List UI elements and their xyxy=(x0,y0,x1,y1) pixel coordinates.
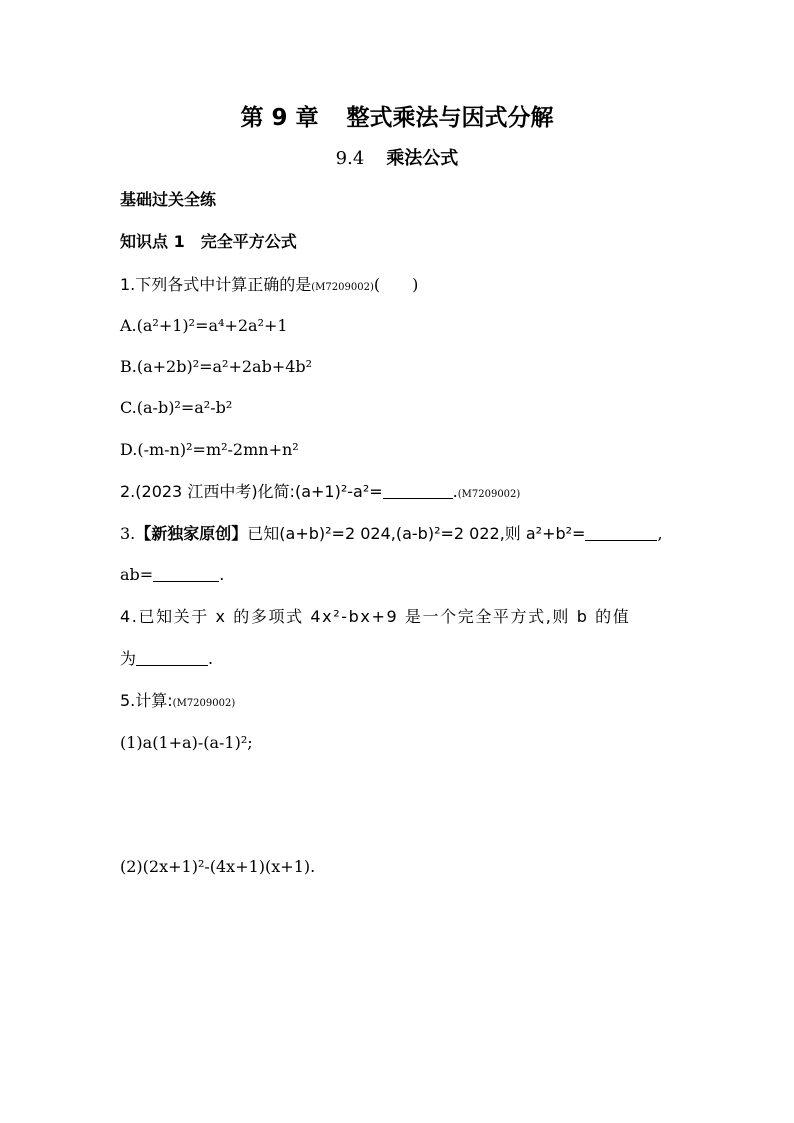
question-4-line2: 为 . xyxy=(120,649,214,668)
answer-blank[interactable] xyxy=(585,526,657,541)
question-5-stem: 5.计算: xyxy=(120,691,173,710)
question-1-stem: 1.下列各式中计算正确的是 xyxy=(120,275,312,294)
question-5 xyxy=(120,691,235,714)
answer-blank[interactable] xyxy=(383,484,453,499)
chapter-name: 整式乘法与因式分解 xyxy=(346,105,554,131)
answer-blank[interactable] xyxy=(136,651,208,666)
question-3-stem: 已知(a+b)²=2 024,(a-b)²=2 022,则 a²+b²= xyxy=(247,524,586,543)
question-3-number: 3. xyxy=(120,524,136,543)
question-2: 2.(2023 江西中考)化简:(a+1)²-a²= .(M7209002) xyxy=(120,482,521,501)
question-1 xyxy=(120,275,418,298)
question-code: (M7209002) xyxy=(311,282,374,293)
section-title xyxy=(0,148,794,170)
question-2-stem: 2.(2023 江西中考)化简:(a+1)²-a²= xyxy=(120,482,383,501)
practice-heading: 基础过关全练 xyxy=(120,190,217,209)
question-4: 4.已知关于 x 的多项式 4x²-bx+9 是一个完全平方式,则 b 的值 xyxy=(120,607,631,626)
question-5-part-1: (1)a(1+a)-(a-1)²; xyxy=(120,733,253,752)
section-name: 乘法公式 xyxy=(386,148,459,169)
option-c: C.(a-b)²=a²-b² xyxy=(120,398,233,417)
question-3: 3.【新独家原创】已知(a+b)²=2 024,(a-b)²=2 022,则 a²+b²= , xyxy=(120,524,663,543)
question-code: (M7209002) xyxy=(457,489,521,500)
question-5-part-2: (2)(2x+1)²-(4x+1)(x+1). xyxy=(120,857,316,876)
knowledge-point-heading: 知识点 1 完全平方公式 xyxy=(120,232,297,251)
section-number: 9.4 xyxy=(335,148,365,169)
chapter-number: 第 9 章 xyxy=(240,105,319,131)
question-3-line2: ab= . xyxy=(120,565,225,584)
question-4-prefix: 为 xyxy=(120,649,137,668)
option-d: D.(-m-n)²=m²-2mn+n² xyxy=(120,440,299,459)
question-code: (M7209002) xyxy=(172,698,236,709)
answer-blank[interactable] xyxy=(153,567,219,582)
answer-paren: ( ) xyxy=(373,275,419,294)
option-b: B.(a+2b)²=a²+2ab+4b² xyxy=(120,357,313,376)
option-a: A.(a²+1)²=a⁴+2a²+1 xyxy=(120,316,288,335)
original-tag: 【新独家原创】 xyxy=(135,524,248,543)
chapter-title xyxy=(0,104,794,132)
question-3-ab: ab= xyxy=(120,565,154,584)
